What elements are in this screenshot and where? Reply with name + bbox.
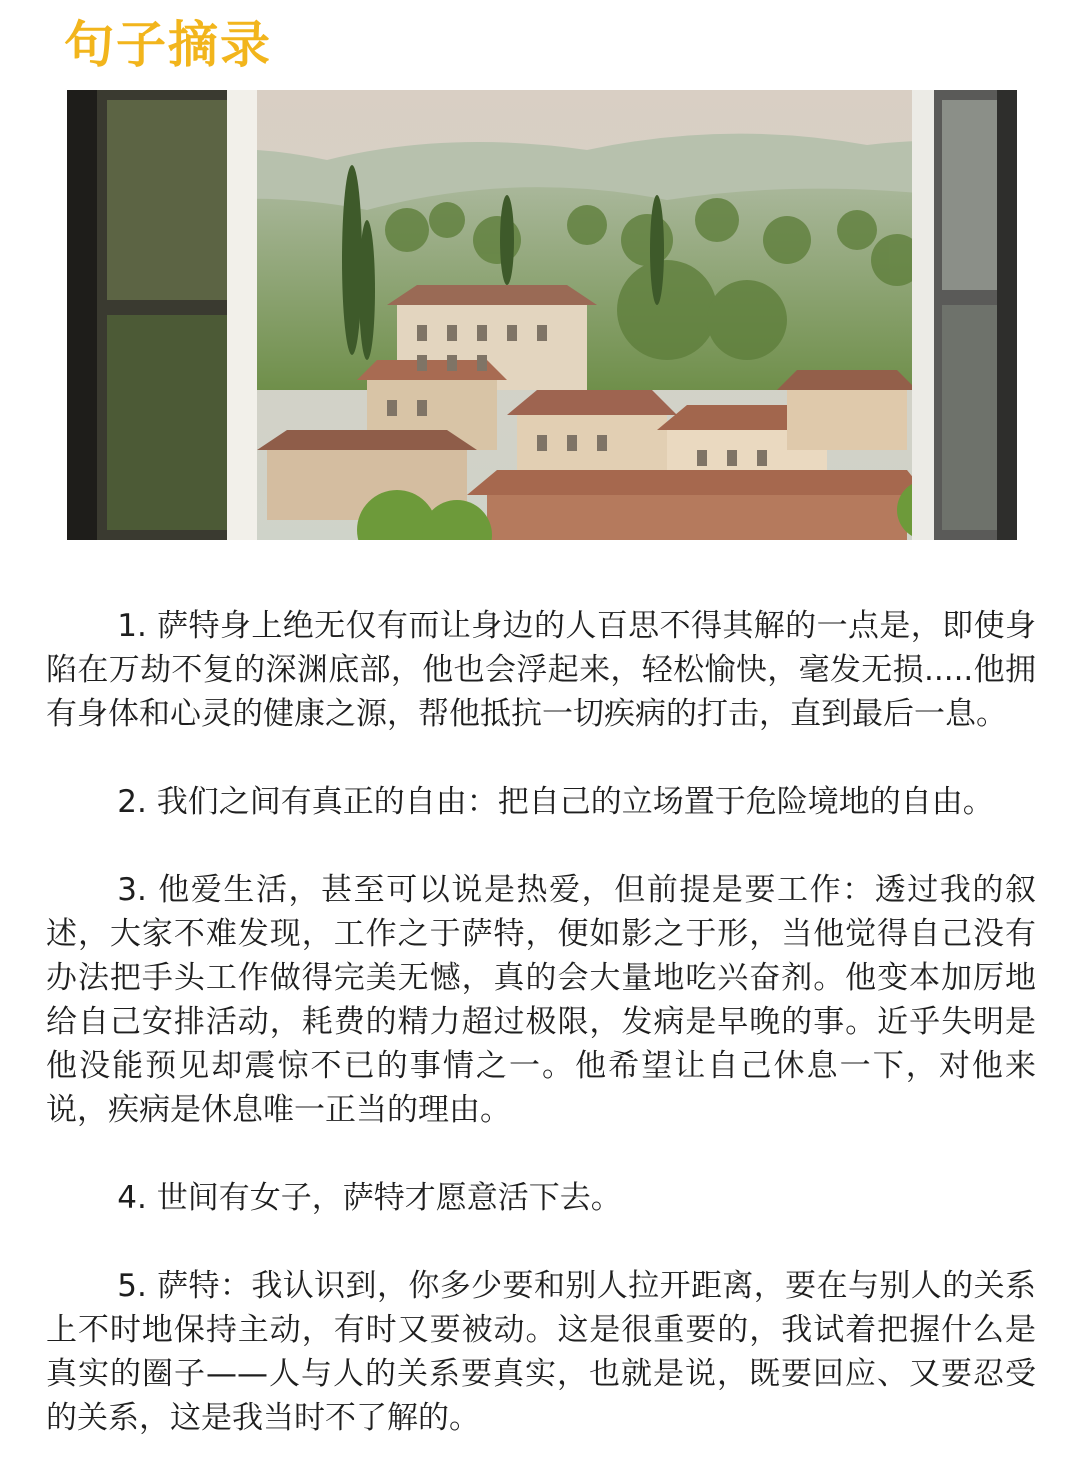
- quote-item: 3. 他爱生活，甚至可以说是热爱，但前提是要工作：透过我的叙述，大家不难发现，工作之于萨特，便如影之于形，当他觉得自己没有办法把手头工作做得完美无憾，真的会大量地吃兴奋剂。他变本加厉地给自己安排活动，耗费的精力超过极限，发病是早晚的事。近乎失明是他没能预见却震惊不已的事情之一。他希望让自己休息一下，对他来说，疾病是休息唯一正当的理由。: [46, 872, 1036, 1128]
- window-village-photo: [67, 90, 1017, 540]
- quote-item: 5. 萨特：我认识到，你多少要和别人拉开距离，要在与别人的关系上不时地保持主动，有时又要被动。这是很重要的，我试着把握什么是真实的圈子——人与人的关系要真实，也就是说，既要回应、又要忍受的关系，这是我当时不了解的。: [46, 1268, 1036, 1436]
- village-landscape-image: [67, 90, 1017, 540]
- quote-list: [46, 604, 1036, 1484]
- quote-item: 1. 萨特身上绝无仅有而让身边的人百思不得其解的一点是，即使身陷在万劫不复的深渊底部，他也会浮起来，轻松愉快，毫发无损.....他拥有身体和心灵的健康之源，帮他抵抗一切疾病的打击，直到最后一息。: [46, 608, 1036, 732]
- page-title: 句子摘录: [64, 16, 272, 74]
- quote-item: 4. 世间有女子，萨特才愿意活下去。: [117, 1180, 622, 1216]
- quote-item: 2. 我们之间有真正的自由：把自己的立场置于危险境地的自由。: [117, 784, 994, 820]
